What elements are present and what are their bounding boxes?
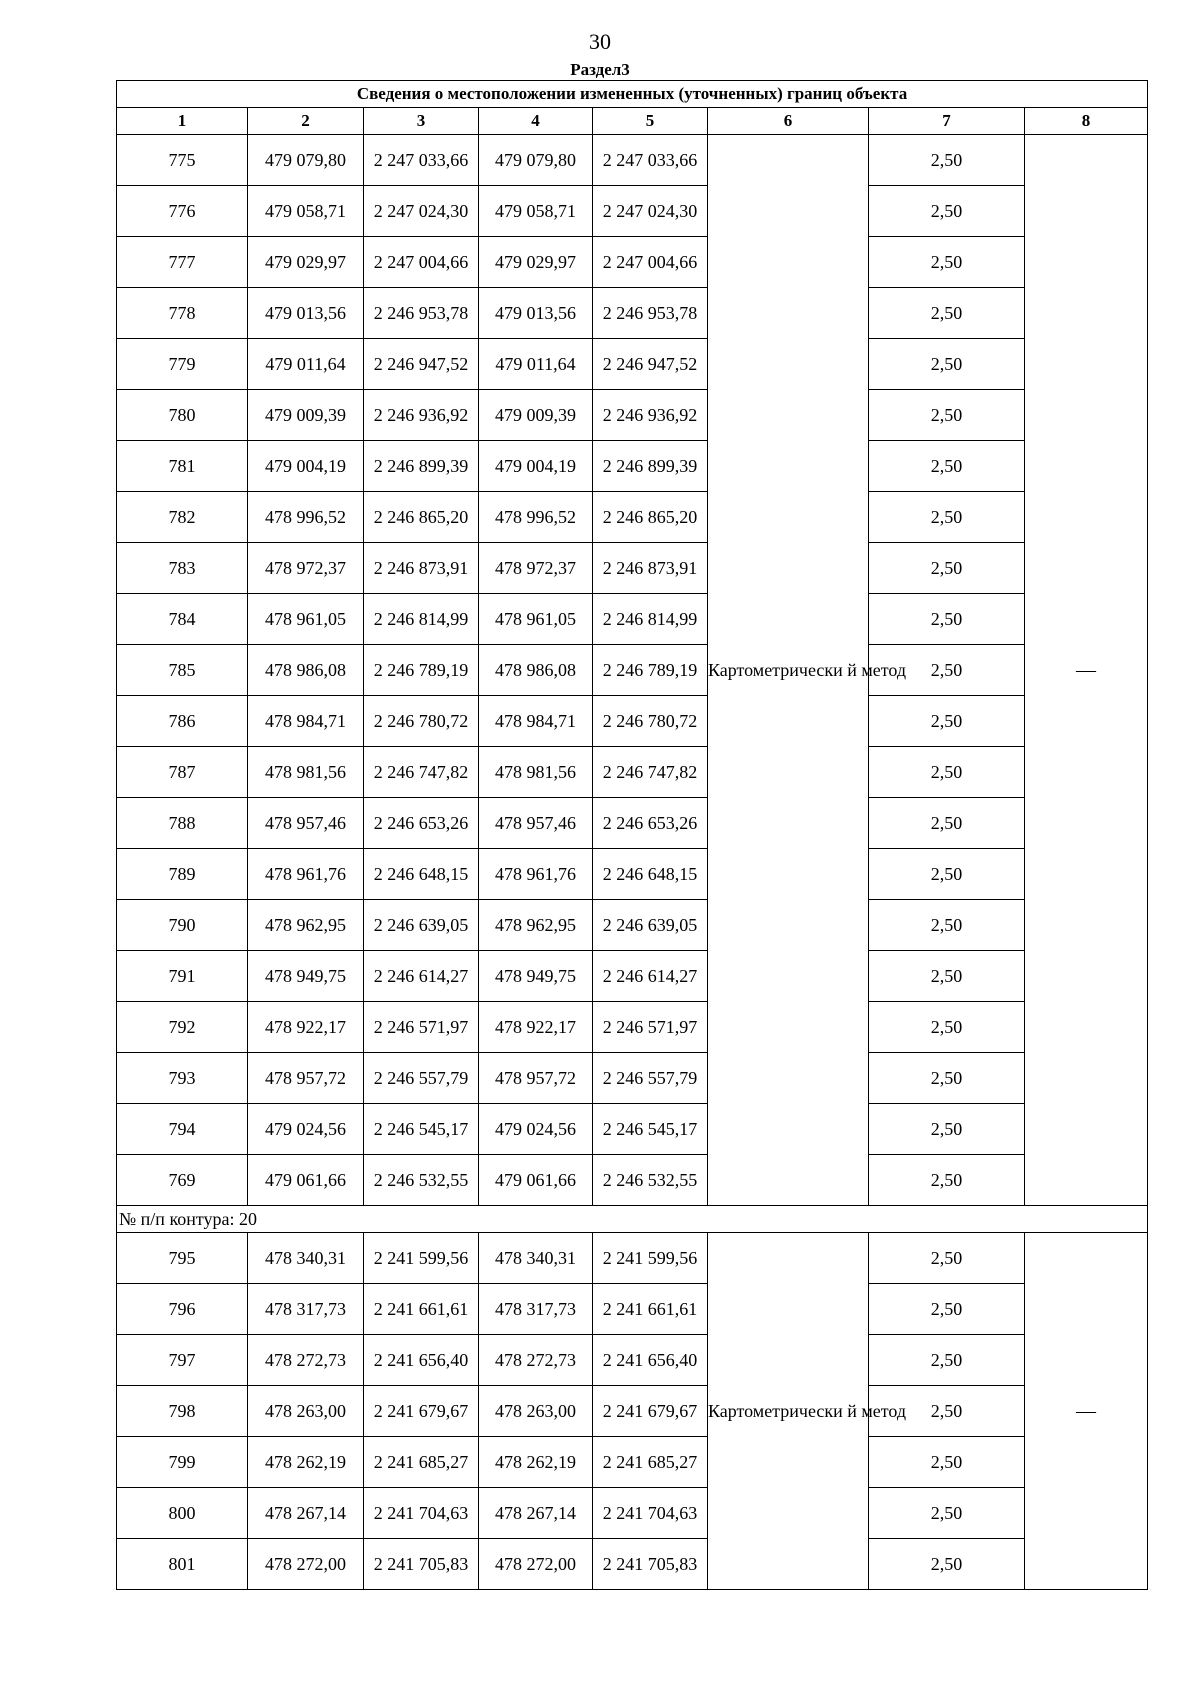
coordinate-cell: 478 272,73 bbox=[248, 1335, 364, 1386]
section-label: Раздел3 bbox=[570, 60, 630, 79]
precision-cell: 2,50 bbox=[869, 492, 1025, 543]
coordinate-cell: 478 340,31 bbox=[248, 1233, 364, 1284]
coordinate-cell: 478 949,75 bbox=[479, 951, 593, 1002]
coordinate-cell: 2 246 653,26 bbox=[364, 798, 479, 849]
coordinate-cell: 478 961,05 bbox=[479, 594, 593, 645]
coordinate-cell: 478 949,75 bbox=[248, 951, 364, 1002]
precision-cell: 2,50 bbox=[869, 288, 1025, 339]
point-number-cell: 795 bbox=[117, 1233, 248, 1284]
point-number-cell: 787 bbox=[117, 747, 248, 798]
point-number-cell: 780 bbox=[117, 390, 248, 441]
coordinate-cell: 2 241 656,40 bbox=[593, 1335, 708, 1386]
coordinate-cell: 478 272,00 bbox=[479, 1539, 593, 1590]
coordinate-cell: 2 246 648,15 bbox=[364, 849, 479, 900]
precision-cell: 2,50 bbox=[869, 237, 1025, 288]
coordinate-cell: 478 957,72 bbox=[479, 1053, 593, 1104]
coordinate-cell: 2 246 953,78 bbox=[593, 288, 708, 339]
contour-row bbox=[117, 1206, 1148, 1233]
precision-cell: 2,50 bbox=[869, 1053, 1025, 1104]
coordinate-cell: 478 986,08 bbox=[479, 645, 593, 696]
coordinate-cell: 2 247 004,66 bbox=[364, 237, 479, 288]
column-number: 2 bbox=[248, 108, 364, 135]
coordinate-cell: 2 241 599,56 bbox=[364, 1233, 479, 1284]
coordinate-cell: 2 247 024,30 bbox=[364, 186, 479, 237]
point-number-cell: 784 bbox=[117, 594, 248, 645]
table-title: Сведения о местоположении измененных (уточненных) границ объекта bbox=[117, 81, 1148, 108]
point-number-cell: 794 bbox=[117, 1104, 248, 1155]
coordinate-cell: 2 246 532,55 bbox=[593, 1155, 708, 1206]
coordinate-cell: 2 246 947,52 bbox=[593, 339, 708, 390]
point-number-cell: 788 bbox=[117, 798, 248, 849]
precision-cell: 2,50 bbox=[869, 186, 1025, 237]
table-row bbox=[117, 186, 1148, 237]
precision-cell: 2,50 bbox=[869, 1233, 1025, 1284]
column-8-cell: — bbox=[1025, 135, 1148, 1206]
table-row bbox=[117, 1104, 1148, 1155]
coordinate-cell: 2 247 033,66 bbox=[593, 135, 708, 186]
coordinate-cell: 2 246 865,20 bbox=[364, 492, 479, 543]
coordinate-cell: 2 246 947,52 bbox=[364, 339, 479, 390]
coordinate-cell: 479 024,56 bbox=[248, 1104, 364, 1155]
point-number-cell: 777 bbox=[117, 237, 248, 288]
point-number-cell: 792 bbox=[117, 1002, 248, 1053]
point-number-cell: 791 bbox=[117, 951, 248, 1002]
coordinate-cell: 479 061,66 bbox=[479, 1155, 593, 1206]
point-number-cell: 799 bbox=[117, 1437, 248, 1488]
precision-cell: 2,50 bbox=[869, 594, 1025, 645]
coordinate-cell: 478 984,71 bbox=[248, 696, 364, 747]
coordinate-cell: 478 317,73 bbox=[479, 1284, 593, 1335]
coordinate-cell: 2 241 704,63 bbox=[593, 1488, 708, 1539]
column-number: 3 bbox=[364, 108, 479, 135]
coordinate-cell: 479 009,39 bbox=[248, 390, 364, 441]
precision-cell: 2,50 bbox=[869, 543, 1025, 594]
coordinate-cell: 478 986,08 bbox=[248, 645, 364, 696]
coordinate-cell: 478 961,05 bbox=[248, 594, 364, 645]
coordinate-cell: 2 246 873,91 bbox=[593, 543, 708, 594]
coordinate-cell: 2 241 705,83 bbox=[364, 1539, 479, 1590]
coordinate-cell: 2 241 679,67 bbox=[364, 1386, 479, 1437]
table-row bbox=[117, 135, 1148, 186]
point-number-cell: 778 bbox=[117, 288, 248, 339]
point-number-cell: 790 bbox=[117, 900, 248, 951]
coordinate-cell: 2 247 004,66 bbox=[593, 237, 708, 288]
coordinate-cell: 478 272,73 bbox=[479, 1335, 593, 1386]
coordinate-cell: 2 246 789,19 bbox=[364, 645, 479, 696]
coordinate-cell: 478 262,19 bbox=[479, 1437, 593, 1488]
table-row bbox=[117, 900, 1148, 951]
table-row bbox=[117, 594, 1148, 645]
coordinate-cell: 2 246 532,55 bbox=[364, 1155, 479, 1206]
coordinate-cell: 2 246 936,92 bbox=[593, 390, 708, 441]
coordinate-cell: 479 058,71 bbox=[479, 186, 593, 237]
column-number: 4 bbox=[479, 108, 593, 135]
precision-cell: 2,50 bbox=[869, 1437, 1025, 1488]
coordinate-cell: 2 241 661,61 bbox=[593, 1284, 708, 1335]
column-number: 5 bbox=[593, 108, 708, 135]
table-row bbox=[117, 390, 1148, 441]
column-number: 1 bbox=[117, 108, 248, 135]
coordinate-cell: 478 922,17 bbox=[248, 1002, 364, 1053]
precision-cell: 2,50 bbox=[869, 849, 1025, 900]
coordinate-cell: 2 246 614,27 bbox=[364, 951, 479, 1002]
method-cell: Картометрически й метод bbox=[708, 135, 869, 1206]
coordinate-cell: 479 079,80 bbox=[248, 135, 364, 186]
table-row bbox=[117, 1437, 1148, 1488]
point-number-cell: 798 bbox=[117, 1386, 248, 1437]
table-row bbox=[117, 237, 1148, 288]
coordinate-cell: 478 984,71 bbox=[479, 696, 593, 747]
table-row bbox=[117, 645, 1148, 696]
point-number-cell: 801 bbox=[117, 1539, 248, 1590]
coordinate-cell: 2 241 704,63 bbox=[364, 1488, 479, 1539]
point-number-cell: 797 bbox=[117, 1335, 248, 1386]
coordinate-cell: 478 340,31 bbox=[479, 1233, 593, 1284]
coordinate-cell: 478 267,14 bbox=[479, 1488, 593, 1539]
table-body bbox=[117, 135, 1148, 1590]
method-cell: Картометрически й метод bbox=[708, 1233, 869, 1590]
point-number-cell: 769 bbox=[117, 1155, 248, 1206]
coordinate-cell: 479 004,19 bbox=[248, 441, 364, 492]
coordinate-cell: 2 246 653,26 bbox=[593, 798, 708, 849]
coordinate-cell: 2 241 705,83 bbox=[593, 1539, 708, 1590]
table-row bbox=[117, 1053, 1148, 1104]
table-row bbox=[117, 339, 1148, 390]
precision-cell: 2,50 bbox=[869, 1002, 1025, 1053]
coordinate-cell: 478 981,56 bbox=[479, 747, 593, 798]
coordinate-cell: 2 241 656,40 bbox=[364, 1335, 479, 1386]
coordinate-cell: 479 058,71 bbox=[248, 186, 364, 237]
coordinate-cell: 478 262,19 bbox=[248, 1437, 364, 1488]
coordinate-cell: 478 972,37 bbox=[479, 543, 593, 594]
coordinate-cell: 478 962,95 bbox=[479, 900, 593, 951]
coordinate-cell: 2 246 780,72 bbox=[593, 696, 708, 747]
column-number-row bbox=[117, 108, 1148, 135]
column-number: 7 bbox=[869, 108, 1025, 135]
precision-cell: 2,50 bbox=[869, 441, 1025, 492]
precision-cell: 2,50 bbox=[869, 1488, 1025, 1539]
table-row bbox=[117, 543, 1148, 594]
precision-cell: 2,50 bbox=[869, 645, 1025, 696]
precision-cell: 2,50 bbox=[869, 1284, 1025, 1335]
table-row bbox=[117, 1155, 1148, 1206]
contour-label: № п/п контура: 20 bbox=[117, 1206, 1148, 1233]
point-number-cell: 800 bbox=[117, 1488, 248, 1539]
coordinate-cell: 2 246 614,27 bbox=[593, 951, 708, 1002]
coordinate-cell: 2 241 685,27 bbox=[364, 1437, 479, 1488]
table-row bbox=[117, 1335, 1148, 1386]
precision-cell: 2,50 bbox=[869, 696, 1025, 747]
coordinate-cell: 2 246 639,05 bbox=[364, 900, 479, 951]
table-row bbox=[117, 798, 1148, 849]
table-row bbox=[117, 492, 1148, 543]
coordinate-cell: 2 246 814,99 bbox=[364, 594, 479, 645]
coordinate-cell: 2 246 953,78 bbox=[364, 288, 479, 339]
table-row bbox=[117, 849, 1148, 900]
point-number-cell: 796 bbox=[117, 1284, 248, 1335]
coordinate-cell: 2 241 599,56 bbox=[593, 1233, 708, 1284]
precision-cell: 2,50 bbox=[869, 900, 1025, 951]
coordinate-cell: 478 996,52 bbox=[248, 492, 364, 543]
coordinate-cell: 479 024,56 bbox=[479, 1104, 593, 1155]
coordinate-cell: 478 317,73 bbox=[248, 1284, 364, 1335]
point-number-cell: 789 bbox=[117, 849, 248, 900]
coordinate-cell: 2 246 873,91 bbox=[364, 543, 479, 594]
coordinate-cell: 2 246 936,92 bbox=[364, 390, 479, 441]
point-number-cell: 775 bbox=[117, 135, 248, 186]
coordinate-cell: 479 013,56 bbox=[479, 288, 593, 339]
coordinate-cell: 2 246 557,79 bbox=[593, 1053, 708, 1104]
table-row bbox=[117, 951, 1148, 1002]
coordinate-cell: 478 263,00 bbox=[248, 1386, 364, 1437]
precision-cell: 2,50 bbox=[869, 747, 1025, 798]
coordinate-cell: 478 957,46 bbox=[479, 798, 593, 849]
page-number: 30 bbox=[589, 29, 611, 54]
coordinate-cell: 479 079,80 bbox=[479, 135, 593, 186]
coordinates-table bbox=[116, 80, 1148, 1590]
coordinate-cell: 2 246 747,82 bbox=[593, 747, 708, 798]
column-8-cell: — bbox=[1025, 1233, 1148, 1590]
precision-cell: 2,50 bbox=[869, 339, 1025, 390]
precision-cell: 2,50 bbox=[869, 135, 1025, 186]
coordinate-cell: 2 246 899,39 bbox=[593, 441, 708, 492]
coordinate-cell: 478 981,56 bbox=[248, 747, 364, 798]
coordinate-cell: 2 241 661,61 bbox=[364, 1284, 479, 1335]
coordinate-cell: 2 247 024,30 bbox=[593, 186, 708, 237]
coordinate-cell: 2 246 571,97 bbox=[364, 1002, 479, 1053]
coordinate-cell: 478 962,95 bbox=[248, 900, 364, 951]
coordinate-cell: 479 011,64 bbox=[479, 339, 593, 390]
coordinate-cell: 478 267,14 bbox=[248, 1488, 364, 1539]
coordinate-cell: 2 246 545,17 bbox=[364, 1104, 479, 1155]
table-row bbox=[117, 1233, 1148, 1284]
coordinate-cell: 2 246 747,82 bbox=[364, 747, 479, 798]
precision-cell: 2,50 bbox=[869, 1386, 1025, 1437]
coordinate-cell: 2 246 571,97 bbox=[593, 1002, 708, 1053]
precision-cell: 2,50 bbox=[869, 798, 1025, 849]
coordinate-cell: 479 011,64 bbox=[248, 339, 364, 390]
coordinate-cell: 2 241 685,27 bbox=[593, 1437, 708, 1488]
coordinate-cell: 478 996,52 bbox=[479, 492, 593, 543]
coordinate-cell: 2 246 789,19 bbox=[593, 645, 708, 696]
coordinate-cell: 2 246 899,39 bbox=[364, 441, 479, 492]
coordinate-cell: 478 957,72 bbox=[248, 1053, 364, 1104]
point-number-cell: 785 bbox=[117, 645, 248, 696]
coordinate-cell: 478 972,37 bbox=[248, 543, 364, 594]
coordinate-cell: 478 961,76 bbox=[248, 849, 364, 900]
point-number-cell: 786 bbox=[117, 696, 248, 747]
table-row bbox=[117, 1002, 1148, 1053]
coordinate-cell: 479 009,39 bbox=[479, 390, 593, 441]
coordinate-cell: 2 246 545,17 bbox=[593, 1104, 708, 1155]
point-number-cell: 776 bbox=[117, 186, 248, 237]
point-number-cell: 781 bbox=[117, 441, 248, 492]
point-number-cell: 783 bbox=[117, 543, 248, 594]
coordinate-cell: 2 241 679,67 bbox=[593, 1386, 708, 1437]
coordinate-cell: 2 246 780,72 bbox=[364, 696, 479, 747]
point-number-cell: 779 bbox=[117, 339, 248, 390]
coordinate-cell: 479 029,97 bbox=[248, 237, 364, 288]
precision-cell: 2,50 bbox=[869, 1155, 1025, 1206]
column-number: 6 bbox=[708, 108, 869, 135]
coordinate-cell: 479 004,19 bbox=[479, 441, 593, 492]
table-row bbox=[117, 747, 1148, 798]
coordinate-cell: 478 957,46 bbox=[248, 798, 364, 849]
table-row bbox=[117, 1488, 1148, 1539]
coordinate-cell: 2 246 557,79 bbox=[364, 1053, 479, 1104]
coordinate-cell: 478 272,00 bbox=[248, 1539, 364, 1590]
precision-cell: 2,50 bbox=[869, 1335, 1025, 1386]
precision-cell: 2,50 bbox=[869, 951, 1025, 1002]
coordinate-cell: 478 263,00 bbox=[479, 1386, 593, 1437]
table-row bbox=[117, 288, 1148, 339]
coordinate-cell: 478 922,17 bbox=[479, 1002, 593, 1053]
coordinate-cell: 2 246 865,20 bbox=[593, 492, 708, 543]
coordinate-cell: 2 246 648,15 bbox=[593, 849, 708, 900]
precision-cell: 2,50 bbox=[869, 390, 1025, 441]
coordinate-cell: 2 247 033,66 bbox=[364, 135, 479, 186]
table-row bbox=[117, 1386, 1148, 1437]
coordinate-cell: 479 029,97 bbox=[479, 237, 593, 288]
precision-cell: 2,50 bbox=[869, 1104, 1025, 1155]
coordinate-cell: 2 246 814,99 bbox=[593, 594, 708, 645]
table-row bbox=[117, 1539, 1148, 1590]
table-row bbox=[117, 1284, 1148, 1335]
precision-cell: 2,50 bbox=[869, 1539, 1025, 1590]
table-row bbox=[117, 696, 1148, 747]
coordinate-cell: 479 061,66 bbox=[248, 1155, 364, 1206]
column-number: 8 bbox=[1025, 108, 1148, 135]
point-number-cell: 793 bbox=[117, 1053, 248, 1104]
point-number-cell: 782 bbox=[117, 492, 248, 543]
table-row bbox=[117, 441, 1148, 492]
coordinate-cell: 478 961,76 bbox=[479, 849, 593, 900]
coordinate-cell: 2 246 639,05 bbox=[593, 900, 708, 951]
coordinate-cell: 479 013,56 bbox=[248, 288, 364, 339]
